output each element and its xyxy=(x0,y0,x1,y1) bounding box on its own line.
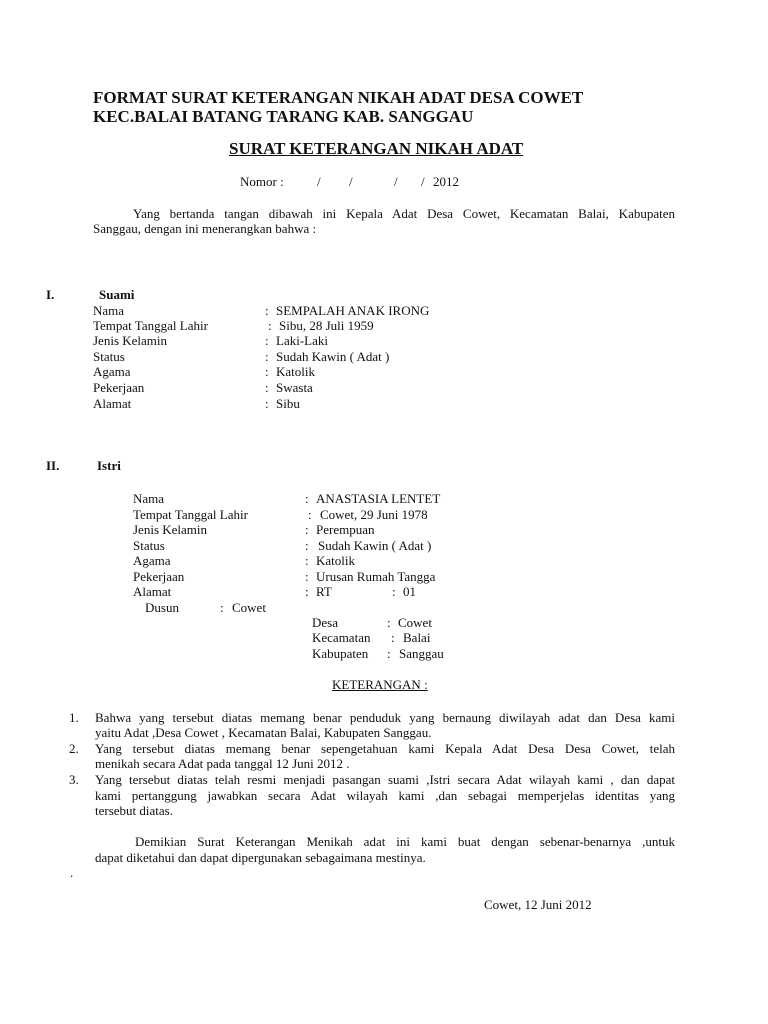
stray-dot: . xyxy=(70,865,74,880)
address-value: Cowet xyxy=(398,615,432,630)
address-label: Kecamatan xyxy=(312,630,371,645)
istri-value: Sudah Kawin ( Adat ) xyxy=(318,538,432,553)
suami-label: Jenis Kelamin xyxy=(93,333,168,348)
istri-colon: : xyxy=(305,538,309,553)
header-line-2: KEC.BALAI BATANG TARANG KAB. SANGGAU xyxy=(93,107,474,126)
intro-line-2: Sanggau, dengan ini menerangkan bahwa : xyxy=(93,221,317,236)
suami-value: Sibu, 28 Juli 1959 xyxy=(279,318,374,333)
istri-colon: : xyxy=(305,522,309,537)
suami-label: Nama xyxy=(93,303,125,318)
suami-colon: : xyxy=(265,349,269,364)
document-title: SURAT KETERANGAN NIKAH ADAT xyxy=(229,139,524,158)
istri-label: Status xyxy=(133,538,165,553)
list-item-line: kami pertanggung jawabkan secara Adat wilayah kami ,dan sebagai memperjelas identitas yang xyxy=(95,788,675,803)
nomor-year: 2012 xyxy=(433,174,459,189)
nomor-label: Nomor : xyxy=(240,174,284,189)
list-item-line: yaitu Adat ,Desa Cowet , Kecamatan Balai, Kabupaten Sanggau. xyxy=(95,725,432,740)
list-item-number: 3. xyxy=(69,772,79,787)
date-place: Cowet, 12 Juni 2012 xyxy=(484,897,592,912)
istri-colon: : xyxy=(305,491,309,506)
list-item-line: menikah secara Adat pada tanggal 12 Juni 2012 . xyxy=(95,756,350,771)
istri-label-alamat: Alamat xyxy=(133,584,172,599)
closing-line-2: dapat diketahui dan dapat dipergunakan sebagaimana mestinya. xyxy=(95,850,426,865)
address-colon: : xyxy=(387,646,391,661)
istri-value: Urusan Rumah Tangga xyxy=(316,569,436,584)
address-colon: : xyxy=(387,615,391,630)
suami-colon: : xyxy=(265,333,269,348)
suami-label: Status xyxy=(93,349,125,364)
suami-value: SEMPALAH ANAK IRONG xyxy=(276,303,430,318)
list-item-line: tersebut diatas. xyxy=(95,803,173,818)
istri-colon: : xyxy=(305,569,309,584)
suami-label: Pekerjaan xyxy=(93,380,145,395)
section-heading-istri: Istri xyxy=(97,458,121,473)
suami-colon: : xyxy=(265,396,269,411)
suami-label: Tempat Tanggal Lahir xyxy=(93,318,208,333)
dusun-label: Dusun xyxy=(145,600,179,615)
address-label: Desa xyxy=(312,615,338,630)
istri-colon: : xyxy=(308,507,312,522)
nomor-line xyxy=(240,174,284,190)
suami-label: Agama xyxy=(93,364,131,379)
address-value: Balai xyxy=(403,630,431,645)
rt-label: RT xyxy=(316,584,332,599)
section-heading-suami: Suami xyxy=(99,287,135,302)
istri-label: Jenis Kelamin xyxy=(133,522,208,537)
nomor-slash: / xyxy=(394,174,398,189)
header-line-1: FORMAT SURAT KETERANGAN NIKAH ADAT DESA COWET xyxy=(93,88,584,107)
closing-line-1: Demikian Surat Keterangan Menikah adat ini kami buat dengan sebenar-benarnya ,untuk xyxy=(135,834,675,849)
suami-label: Alamat xyxy=(93,396,132,411)
suami-colon: : xyxy=(268,318,272,333)
suami-value: Sibu xyxy=(276,396,300,411)
nomor-slash: / xyxy=(421,174,425,189)
istri-value: Perempuan xyxy=(316,522,375,537)
list-item-number: 2. xyxy=(69,741,79,756)
list-item-line: Bahwa yang tersebut diatas memang benar penduduk yang bernaung diwilayah adat dan Desa kami xyxy=(95,710,675,725)
nomor-slash: / xyxy=(317,174,321,189)
suami-colon: : xyxy=(265,303,269,318)
keterangan-heading: KETERANGAN : xyxy=(332,677,428,692)
list-item-line: Yang tersebut diatas telah resmi menjadi pasangan suami ,Istri secara Adat wilayah kami , dan dapat xyxy=(95,772,675,787)
list-item-line: Yang tersebut diatas memang benar sepengetahuan kami Kepala Adat Desa Desa Cowet, telah xyxy=(95,741,675,756)
istri-colon: : xyxy=(305,553,309,568)
istri-colon: : xyxy=(305,584,309,599)
address-value: Sanggau xyxy=(399,646,444,661)
section-numeral-istri: II. xyxy=(46,458,60,473)
nomor-slash: / xyxy=(349,174,353,189)
suami-value: Swasta xyxy=(276,380,313,395)
intro-line-1: Yang bertanda tangan dibawah ini Kepala Adat Desa Cowet, Kecamatan Balai, Kabupaten xyxy=(133,206,675,221)
istri-value: Cowet, 29 Juni 1978 xyxy=(320,507,428,522)
suami-value: Katolik xyxy=(276,364,315,379)
suami-colon: : xyxy=(265,364,269,379)
istri-value: Katolik xyxy=(316,553,355,568)
istri-label: Tempat Tanggal Lahir xyxy=(133,507,248,522)
suami-colon: : xyxy=(265,380,269,395)
dusun-value: Cowet xyxy=(232,600,266,615)
rt-value: 01 xyxy=(403,584,416,599)
rt-colon: : xyxy=(392,584,396,599)
section-numeral-suami: I. xyxy=(46,287,55,302)
istri-label: Pekerjaan xyxy=(133,569,185,584)
suami-value: Sudah Kawin ( Adat ) xyxy=(276,349,390,364)
istri-label: Agama xyxy=(133,553,171,568)
address-label: Kabupaten xyxy=(312,646,369,661)
istri-label: Nama xyxy=(133,491,165,506)
istri-value: ANASTASIA LENTET xyxy=(316,491,441,506)
suami-value: Laki-Laki xyxy=(276,333,328,348)
list-item-number: 1. xyxy=(69,710,79,725)
dusun-colon: : xyxy=(220,600,224,615)
address-colon: : xyxy=(391,630,395,645)
